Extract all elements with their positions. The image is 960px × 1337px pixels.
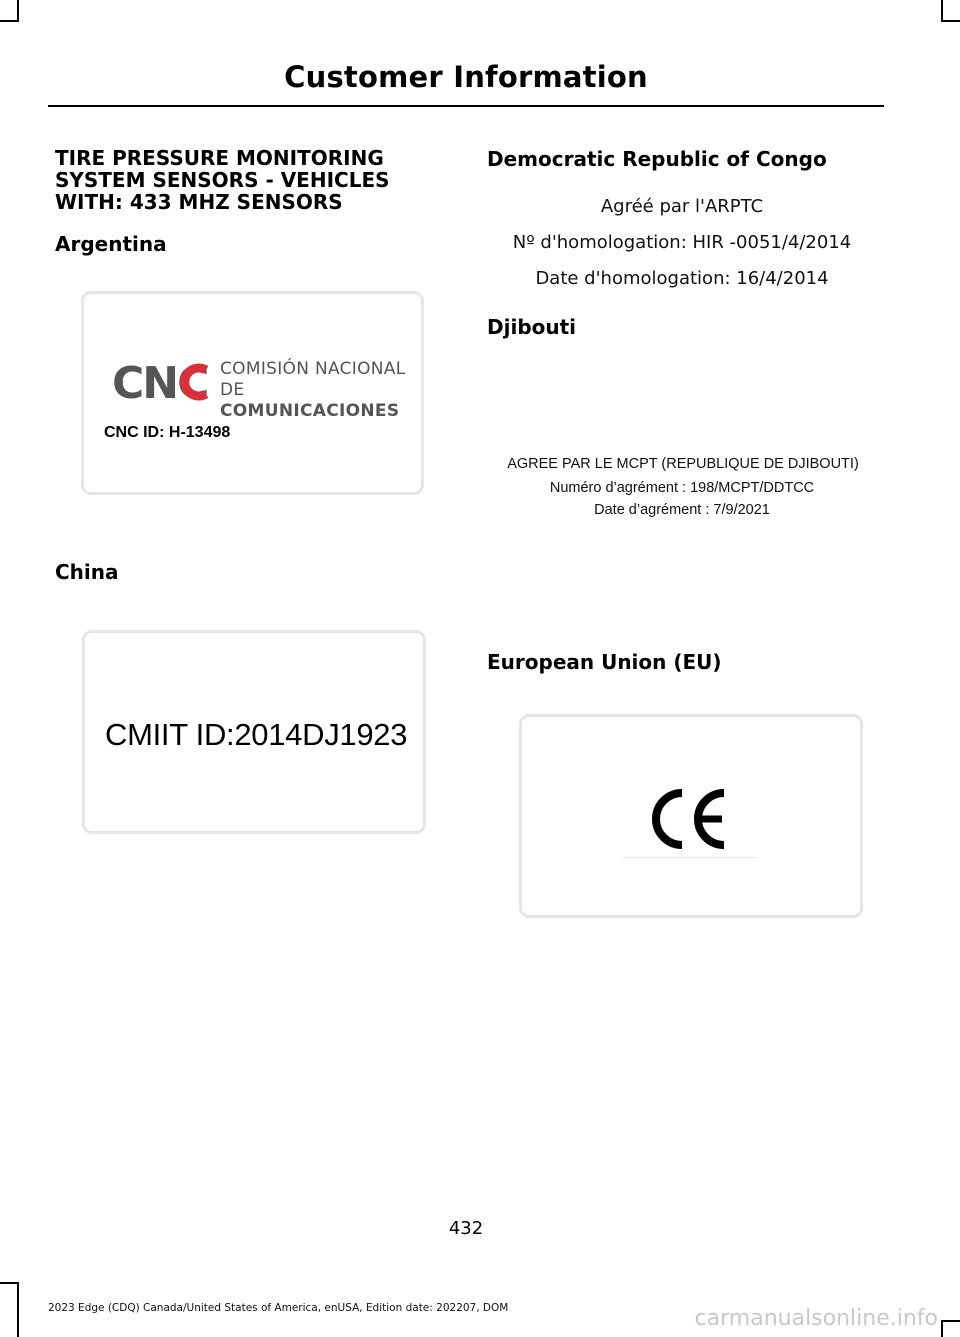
cnc-org-line2-prefix: DE: [220, 380, 245, 400]
china-label: [82, 630, 426, 834]
congo-homologation-number: Nº d'homologation: HIR -0051/4/2014: [512, 232, 852, 253]
cnc-logo-letters: CNC: [112, 358, 208, 406]
watermark: carmanualsonline.info: [694, 1306, 938, 1331]
crop-mark: [941, 0, 943, 22]
crop-mark: [941, 1320, 943, 1337]
cnc-logo: [112, 358, 232, 406]
header-divider: [48, 105, 884, 107]
cmiit-id: CMIIT ID:2014DJ1923: [105, 717, 408, 752]
edition-info: 2023 Edge (CDQ) Canada/United States of America, enUSA, Edition date: 202207, DOM: [48, 1302, 509, 1314]
cnc-org-line2-bold: COMUNICACIONES: [220, 401, 400, 421]
heading-china: China: [55, 560, 119, 584]
heading-argentina: Argentina: [55, 232, 167, 256]
djibouti-approval-number: Numéro d’agrément : 198/MCPT/DDTCC: [549, 480, 815, 496]
heading-djibouti: Djibouti: [487, 315, 577, 339]
cnc-org-line1: COMISIÓN NACIONAL: [220, 359, 406, 379]
section-title: TIRE PRESSURE MONITORING SYSTEM SENSORS - VEHICLES WITH: 433 MHZ SENSORS: [55, 146, 390, 214]
congo-homologation-date: Date d'homologation: 16/4/2014: [535, 268, 829, 289]
djibouti-approval-date: Date d’agrément : 7/9/2021: [594, 502, 770, 518]
congo-approval: Agréé par l'ARPTC: [600, 196, 764, 217]
crop-mark: [941, 1320, 960, 1322]
djibouti-approval: AGREE PAR LE MCPT (REPUBLIQUE DE DJIBOUTI): [507, 456, 859, 472]
crop-mark: [17, 1282, 19, 1337]
ce-mark: [650, 787, 730, 851]
ce-underline: [622, 857, 756, 858]
eu-label: [519, 714, 863, 918]
argentina-label: [81, 291, 424, 495]
page-title: Customer Information: [284, 60, 648, 94]
cnc-org-name: [220, 359, 421, 422]
heading-eu: European Union (EU): [487, 650, 722, 674]
crop-mark: [941, 20, 960, 22]
heading-congo: Democratic Republic of Congo: [487, 147, 827, 171]
page-number: 432: [448, 1218, 484, 1239]
crop-mark: [0, 1282, 19, 1284]
crop-mark: [17, 0, 19, 22]
crop-mark: [0, 20, 19, 22]
cnc-id: CNC ID: H-13498: [104, 424, 231, 441]
cnc-org-line2: [220, 380, 421, 422]
